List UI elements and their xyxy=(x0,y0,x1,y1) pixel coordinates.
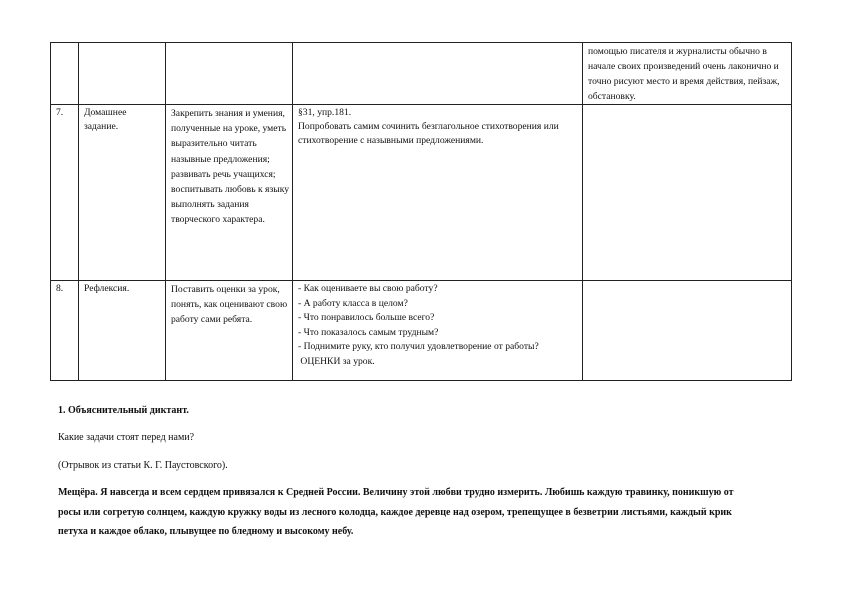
content-cell xyxy=(293,281,583,381)
stage-cell: Рефлексия. xyxy=(79,281,166,381)
content-cell xyxy=(293,43,583,105)
content-line: - Поднимите руку, кто получил удовлетворение от работы? xyxy=(298,341,539,352)
content-line: ОЦЕНКИ за урок. xyxy=(298,355,375,367)
content-line: - А работу класса в целом? xyxy=(298,297,408,309)
dictation-passage: Мещёра. Я навсегда и всем сердцем привязался к Средней России. Величину этой любви трудно измерить. Любишь каждую травинку, поникшую от росы или согретую солнцем, каждую кружку воды из лесного колодца, каждое деревце над озером, трепещущее в безветрии листьями, каждый крик петуха и каждое облако, плывущее по бледному и высокому небу. xyxy=(58,487,734,537)
goals-cell: Поставить оценки за урок, понять, как оценивают свою работу сами ребята. xyxy=(166,281,293,381)
stage-cell xyxy=(79,43,166,105)
content-line: - Что показалось самым трудным? xyxy=(298,326,439,338)
goals-cell xyxy=(166,43,293,105)
content-line: - Как оцениваете вы свою работу? xyxy=(298,283,438,294)
notes-cell xyxy=(583,105,792,281)
question-text: Какие задачи стоят перед нами? xyxy=(58,432,195,443)
content-cell xyxy=(293,105,583,281)
notes-cell: помощью писателя и журналисты обычно в начале своих произведений очень лаконично и точно рисуют место и время действия, пейзаж, обстановку. xyxy=(583,43,792,105)
table-row xyxy=(51,43,792,105)
table-row xyxy=(51,281,792,381)
goals-cell: Закрепить знания и умения, полученные на уроке, уметь выразительно читать назывные предложения; развивать речь учащихся; воспитывать любовь к языку выполнять задания творческого характера. xyxy=(166,105,293,281)
row-number-cell: 7. xyxy=(51,105,79,281)
table-row xyxy=(51,105,792,281)
row-number-cell xyxy=(51,43,79,105)
lesson-plan-table xyxy=(50,42,792,381)
section-heading: 1. Объяснительный диктант. xyxy=(58,405,189,416)
content-line: §31, упр.181. xyxy=(298,107,352,118)
stage-cell: Домашнее задание. xyxy=(79,105,166,281)
content-line: - Что понравилось больше всего? xyxy=(298,312,435,323)
source-text: (Отрывок из статьи К. Г. Паустовского). xyxy=(58,460,228,471)
row-number-cell: 8. xyxy=(51,281,79,381)
content-line: Попробовать самим сочинить безглагольное стихотворения или стихотворение с назывными предложениями. xyxy=(298,121,559,146)
notes-cell xyxy=(583,281,792,381)
